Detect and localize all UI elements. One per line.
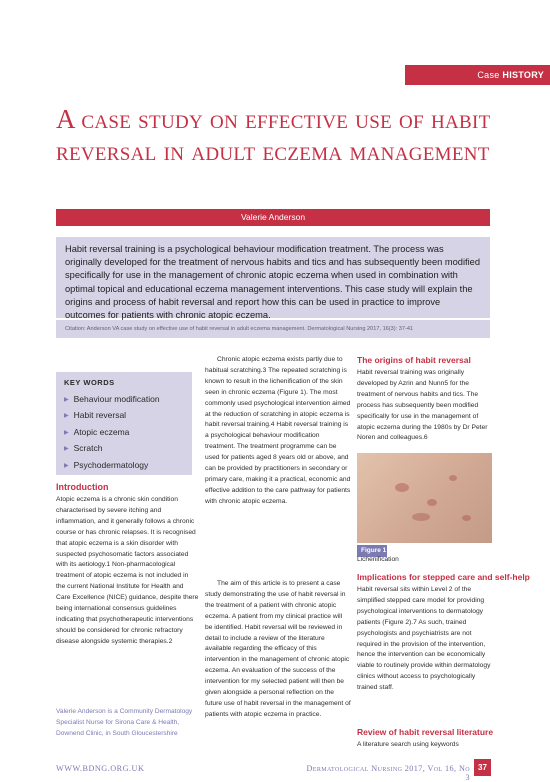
section-tag-light: Case <box>477 70 503 80</box>
keywords-heading: KEY WORDS <box>64 378 115 387</box>
implications-text <box>357 585 496 694</box>
body-paragraph: The aim of this article is to present a case study demonstrating the use of habit reversal in the treatment of a patient with chronic atopic eczema. A patient from my clinical practice will be identified. Habit reversal will be reviewed in detail to include a review of the literature available regarding the efficacy of this intervention in the management of chronic atopic eczema. An evaluation of the success of the intervention for my selected patient will then be given alongside a personal reflection on the future use of habit reversal in the management of patients with atopic eczema in practice. <box>205 580 351 718</box>
article-title: A case study on effective use of habit reversal in adult eczema management <box>56 104 491 166</box>
intro-paragraph: Atopic eczema is a chronic skin condition characterised by severe itching and inflammation, and it generally follows a chronic course or has chronic relapses. It is recognised that atopic eczema is a skin disorder with suspected psychosomatic factors associated with its aetiology.1 Non-pharmacological treatment of atopic eczema is not included in the current National Institute for Health and Care Excellence (NICE) guidance, despite there being international consensus guidelines indicating that psychotherapeutic interventions should be considered for chronic refractory disease alongside systemic therapies.2 <box>56 496 199 645</box>
keyword-item: ▶ Psychodermatology <box>64 458 184 474</box>
intro-text <box>56 495 199 648</box>
figure-caption: Lichenification <box>357 556 399 563</box>
page-number: 37 <box>474 759 491 776</box>
implications-heading: Implications for stepped care and self-help <box>357 572 530 582</box>
figure-label: Figure 1 <box>357 545 387 557</box>
review-text <box>357 740 496 751</box>
origins-text <box>357 368 496 444</box>
body-paragraph: Chronic atopic eczema exists partly due to habitual scratching.3 The repeated scratching is known to result in the lichenification of the skin seen in chronic eczema (Figure 1). The most commonly used psychological intervention aimed at the reduction of scratching in atopic eczema is habit reversal training.4 Habit reversal training is a psychological behaviour modification treatment. The treatment programme can be used for patients aged 8 years old or above, and can be provided by practitioners in secondary or primary care, making it a practical, economic and effective addition to the care pathway for patients with chronic atopic eczema. <box>205 356 351 505</box>
author-bar: Valerie Anderson <box>56 209 490 226</box>
abstract-box: Habit reversal training is a psychological behaviour modification treatment. The process was originally developed for the treatment of nervous habits and tics and has subsequently been modified specifically for use in the management of chronic atopic eczema when used in combination with optimal topical and educational eczema management interventions. This case study will explain the origins and process of habit reversal and report how this can be used in practice to improve outcomes for patients with chronic atopic eczema. <box>56 237 490 318</box>
body-paragraph: A literature search using keywords <box>357 741 459 748</box>
keyword-item: ▶ Habit reversal <box>64 408 184 424</box>
figure-1-photo <box>357 453 492 543</box>
citation: Citation: Anderson VA case study on effective use of habit reversal in adult eczema management. Dermatological Nursing 2017, 16(3): 37-41 <box>56 320 490 338</box>
keywords-box <box>56 372 192 475</box>
author-bio: Valerie Anderson is a Community Dermatology Specialist Nurse for Sirona Care & Health, Downend Clinic, in South Gloucestershire <box>56 708 193 737</box>
column-2-top <box>205 355 351 508</box>
keyword-item: ▶ Atopic eczema <box>64 425 184 441</box>
footer-website: WWW.BDNG.ORG.UK <box>56 764 145 773</box>
keyword-item: ▶ Scratch <box>64 441 184 457</box>
keyword-item: ▶ Behaviour modification <box>64 392 184 408</box>
column-2-bottom <box>205 579 351 721</box>
origins-heading: The origins of habit reversal <box>357 355 471 365</box>
body-paragraph: Habit reversal sits within Level 2 of the simplified stepped care model for providing psychological interventions to dermatology patients (Figure 2).7 As such, trained psychologists and psychiatrists are not required in the provision of the intervention, hence the intervention can be economically viable to routinely provide within dermatology clinics without access to psychologically trained staff. <box>357 586 491 692</box>
footer-journal: Dermatological Nursing 2017, Vol 16, No 3 <box>306 764 470 782</box>
intro-heading: Introduction <box>56 482 109 492</box>
section-tag-bold: HISTORY <box>502 70 544 80</box>
section-tag <box>405 65 550 85</box>
body-paragraph: Habit reversal training was originally developed by Azrin and Nunn5 for the treatment of nervous habits and tics. The process has subsequently been modified specifically for use in the management of atopic eczema during the 1980s by Dr Peter Noren and colleagues.6 <box>357 369 488 442</box>
review-heading: Review of habit reversal literature <box>357 727 494 737</box>
